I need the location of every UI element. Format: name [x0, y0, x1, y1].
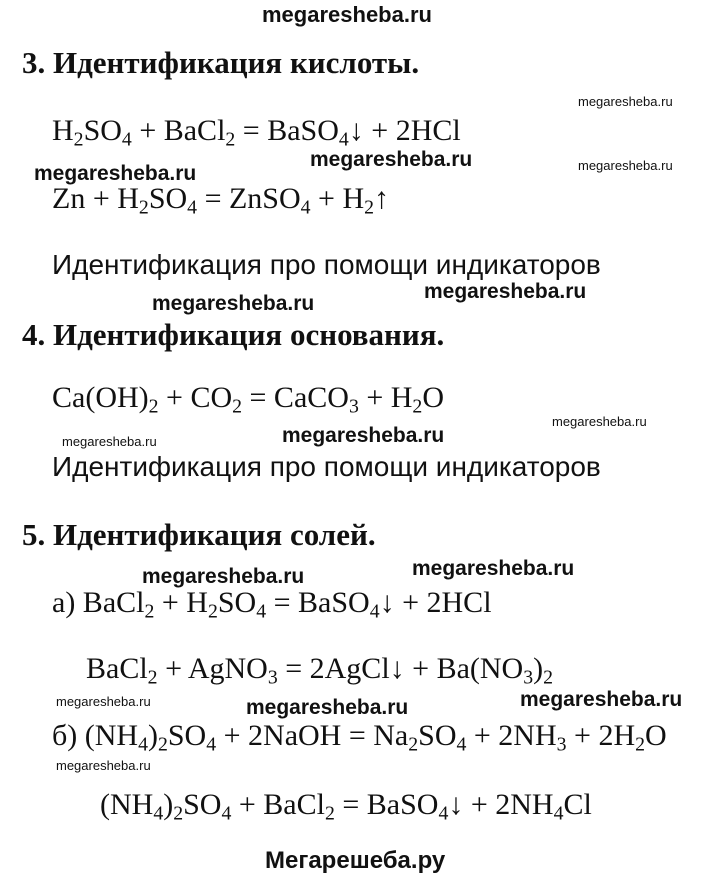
formula-text: ) — [163, 788, 174, 821]
formula-text: SO — [418, 719, 457, 752]
watermark: megaresheba.ru — [520, 688, 683, 711]
formula-text: ↑ — [374, 182, 390, 215]
subscript: 3 — [267, 666, 278, 689]
formula-text: = BaSO — [266, 586, 370, 619]
subscript: 2 — [147, 666, 158, 689]
formula-text: SO — [183, 788, 222, 821]
watermark: megaresheba.ru — [282, 424, 445, 447]
section-4-note: Идентификация про помощи индикаторов — [52, 451, 601, 482]
equation — [52, 182, 390, 219]
subscript: 2 — [173, 802, 184, 825]
subscript: 2 — [412, 395, 423, 418]
subscript: 4 — [221, 802, 232, 825]
equation — [52, 381, 444, 418]
section-3-heading: 3. Идентификация кислоты. — [22, 45, 420, 80]
subscript: 3 — [348, 395, 359, 418]
subscript: 2 — [225, 128, 236, 151]
subscript: 2 — [157, 733, 168, 756]
watermark: megaresheba.ru — [412, 557, 575, 580]
subscript: 3 — [523, 666, 534, 689]
watermark: megaresheba.ru — [552, 414, 647, 429]
subscript: 4 — [553, 802, 564, 825]
subscript: 4 — [256, 600, 267, 623]
formula-text: BaCl — [86, 652, 148, 685]
formula-text: SO — [148, 182, 188, 215]
watermark: megaresheba.ru — [62, 434, 157, 449]
subscript: 4 — [206, 733, 217, 756]
subscript: 4 — [369, 600, 380, 623]
formula-text: + CO — [158, 381, 233, 414]
subscript: 2 — [324, 802, 335, 825]
subscript: 2 — [232, 395, 243, 418]
equation — [52, 114, 461, 151]
formula-text: Cl — [563, 788, 592, 821]
formula-text: O — [645, 719, 667, 752]
subscript: 4 — [338, 128, 349, 151]
formula-text: ↓ + 2HCl — [348, 114, 461, 147]
equation — [52, 586, 492, 623]
equation — [86, 652, 553, 689]
equation — [52, 719, 667, 756]
formula-text: Ca(OH) — [52, 381, 149, 414]
formula-text: SO — [217, 586, 257, 619]
subscript: 2 — [635, 733, 646, 756]
formula-text: + 2NH — [466, 719, 557, 752]
watermark: megaresheba.ru — [142, 565, 305, 588]
formula-text: + 2NaOH = Na — [216, 719, 409, 752]
subscript: 2 — [543, 666, 553, 689]
subscript: 4 — [138, 733, 148, 756]
subscript: 4 — [121, 128, 132, 151]
section-3-note: Идентификация про помощи индикаторов — [52, 249, 601, 280]
formula-text: (NH — [100, 788, 154, 821]
subscript: 4 — [438, 802, 449, 825]
formula-text: + H — [154, 586, 208, 619]
watermark: megaresheba.ru — [578, 158, 673, 173]
watermark: megaresheba.ru — [246, 696, 409, 719]
subscript: 2 — [144, 600, 155, 623]
formula-text: = CaCO — [242, 381, 349, 414]
formula-text: а) BaCl — [52, 586, 145, 619]
section-4-heading: 4. Идентификация основания. — [22, 317, 445, 352]
formula-text: = 2AgCl↓ + Ba(NO — [277, 652, 524, 685]
site-footer: Мегарешеба.ру — [265, 847, 446, 874]
watermark: megaresheba.ru — [424, 280, 587, 303]
formula-text: H — [52, 114, 74, 147]
formula-text: SO — [167, 719, 207, 752]
subscript: 2 — [138, 196, 149, 219]
formula-text: = BaSO — [235, 114, 339, 147]
subscript: 4 — [187, 196, 198, 219]
formula-text: + BaCl — [131, 114, 226, 147]
subscript: 2 — [207, 600, 218, 623]
watermark: megaresheba.ru — [310, 148, 473, 171]
watermark: megaresheba.ru — [56, 694, 151, 709]
formula-text: ↓ + 2NH — [448, 788, 554, 821]
formula-text: + H — [358, 381, 413, 414]
watermark: megaresheba.ru — [34, 162, 197, 185]
watermark: megaresheba.ru — [152, 292, 315, 315]
subscript: 3 — [556, 733, 567, 756]
formula-text: + AgNO — [157, 652, 268, 685]
formula-text: + H — [310, 182, 365, 215]
subscript: 2 — [408, 733, 419, 756]
formula-text: + BaCl — [231, 788, 325, 821]
formula-text: SO — [83, 114, 122, 147]
formula-text: ) — [147, 719, 158, 752]
formula-text: Zn + H — [52, 182, 139, 215]
subscript: 2 — [148, 395, 159, 418]
formula-text: O — [422, 381, 444, 414]
formula-text: + 2H — [566, 719, 636, 752]
formula-text: = ZnSO — [197, 182, 301, 215]
equation — [100, 788, 592, 825]
section-5-heading: 5. Идентификация солей. — [22, 517, 376, 552]
formula-text: б) (NH — [52, 719, 139, 752]
subscript: 4 — [300, 196, 311, 219]
subscript: 4 — [153, 802, 164, 825]
watermark: megaresheba.ru — [578, 94, 673, 109]
subscript: 2 — [73, 128, 84, 151]
formula-text: = BaSO — [334, 788, 439, 821]
formula-text: ↓ + 2HCl — [379, 586, 492, 619]
site-header: megaresheba.ru — [262, 2, 432, 27]
subscript: 4 — [456, 733, 467, 756]
formula-text: ) — [533, 652, 544, 685]
subscript: 2 — [364, 196, 375, 219]
watermark: megaresheba.ru — [56, 758, 151, 773]
